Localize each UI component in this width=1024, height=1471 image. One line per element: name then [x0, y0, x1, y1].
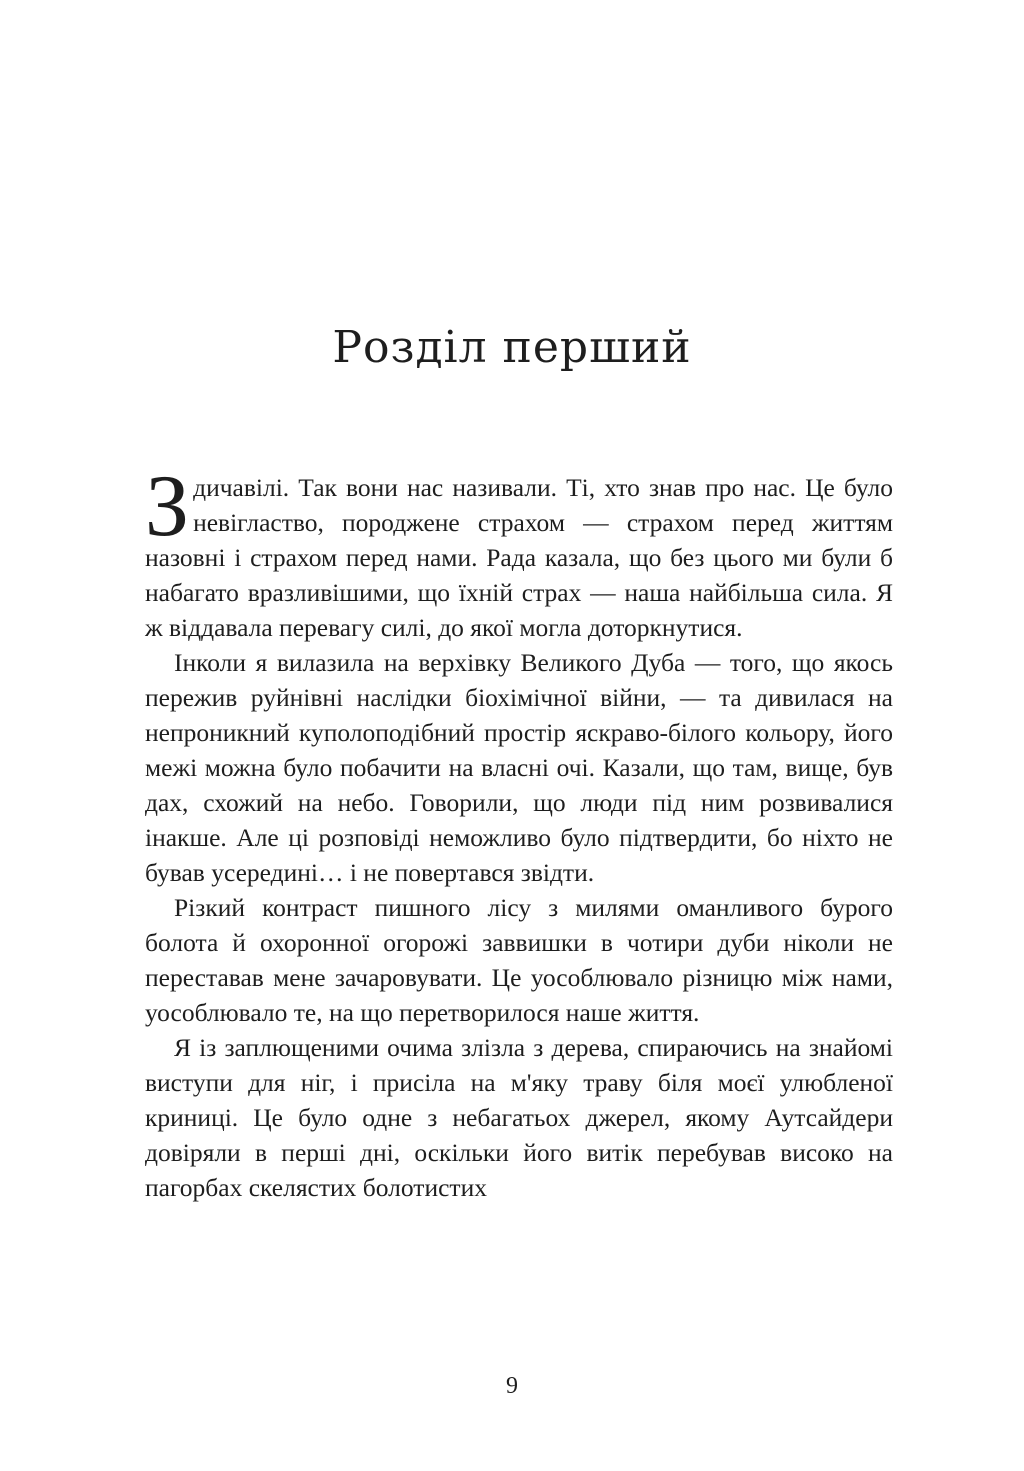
paragraph-1: [145, 458, 893, 645]
drop-cap: З: [145, 458, 190, 555]
chapter-title: Розділ перший: [332, 322, 692, 373]
paragraph-3: Різкий контраст пишного лісу з милями оманливого бурого болота й охоронної огорожі заввишки в чотири дуби ніколи не переставав мене зачаровувати. Це уособлювало різницю між нами, уособлювало те, на що перетворилося наше життя.: [145, 893, 893, 1027]
page-number: 9: [506, 1373, 518, 1399]
body-text: [145, 458, 893, 1205]
paragraph-1-text: дичавілі. Так вони нас називали. Ті, хто знав про нас. Це було невігластво, породжене страхом — страхом перед життям назовні і страхом перед нами. Рада казала, що без цього ми були б набагато вразливішими, що їхній страх — наша найбільша сила. Я ж віддавала перевагу силі, до якої могла доторкнутися.: [145, 473, 893, 642]
paragraph-4: Я із заплющеними очима злізла з дерева, спираючись на знайомі виступи для ніг, і присіла на м'яку траву біля моєї улюбленої криниці. Це було одне з небагатьох джерел, якому Аутсайдери довіряли в перші дні, оскільки його витік перебував високо на пагорбах скелястих болотистих: [145, 1033, 893, 1202]
paragraph-2: Інколи я вилазила на верхівку Великого Дуба — того, що якось пережив руйнівні наслідки біохімічної війни, — та дивилася на непроникний куполоподібний простір яскраво-білого кольору, його межі можна було побачити на власні очі. Казали, що там, вище, був дах, схожий на небо. Говорили, що люди під ним розвивалися інакше. Але ці розповіді неможливо було підтвердити, бо ніхто не бував усередині… і не повертався звідти.: [145, 648, 893, 887]
